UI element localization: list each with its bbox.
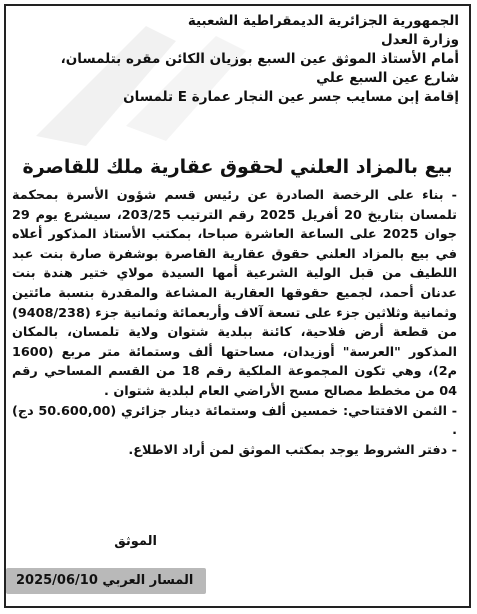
- footer-date: 2025/06/10: [16, 573, 98, 588]
- body-paragraph-conditions: - دفتر الشروط يوجد بمكتب الموثق لمن أراد الاطلاع.: [128, 442, 457, 458]
- header-street: شارع عين السبع علي: [316, 70, 459, 86]
- header-republic: الجمهورية الجزائرية الديمقراطية الشعبية: [187, 13, 459, 29]
- header-ministry: وزارة العدل: [380, 32, 459, 48]
- announcement-body: [12, 186, 457, 460]
- page-title: بيع بالمزاد العلني لحقوق عقارية ملك للقاصرة: [22, 156, 453, 178]
- header-block: [19, 12, 459, 107]
- header-notary: أمام الأستاذ الموثق عين السبع بوزيان الكائن مقره بتلمسان،: [60, 51, 459, 67]
- announcement-sheet: [4, 4, 471, 608]
- body-paragraph-sale: - بناء على الرخصة الصادرة عن رئيس قسم شؤون الأسرة بمحكمة تلمسان بتاريخ 20 أفريل 2025 رقم الترتيب 203/25، سيشرع يوم 29 جوان 2025 على الساعة العاشرة صباحا، بمكتب الأستاذ المذكور أعلاه في بيع بالمزاد العلني حقوق عقارية القاصرة بوشفرة صارة بنت عبد اللطيف من قبل الولية الشرعية أمها السيدة مولاي ختير هندة بنت عدنان أحمد، لجميع حقوقها العقارية المشاعة والمقدرة بنسبة مائتين وثمانية وثلاثين جزء على تسعة آلاف وأربعمائة وثمانية جزء (9408/238) من قطعة أرض فلاحية، كائنة ببلدية شتوان ولاية تلمسان، بالمكان المذكور "العرسة" أوزيدان، مساحتها ألف وستمائة متر مربع (1600 م2)، وهي تكون المجموعة الملكية رقم 18 من القسم المساحي رقم 04 من مخطط مصالح مسح الأراضي العام لبلدية شتوان .: [12, 188, 458, 399]
- footer-newspaper-label: المسار العربي: [102, 573, 194, 588]
- body-paragraph-price: - الثمن الافتتاحي: خمسين ألف وستمائة دينار جزائري (50.600,00 دج) .: [12, 403, 458, 439]
- signature-notary: الموثق: [114, 534, 157, 549]
- header-address: إقامة إبن مسايب جسر عين النجار عمارة E تلمسان: [123, 89, 459, 105]
- footer-stamp: [16, 571, 193, 591]
